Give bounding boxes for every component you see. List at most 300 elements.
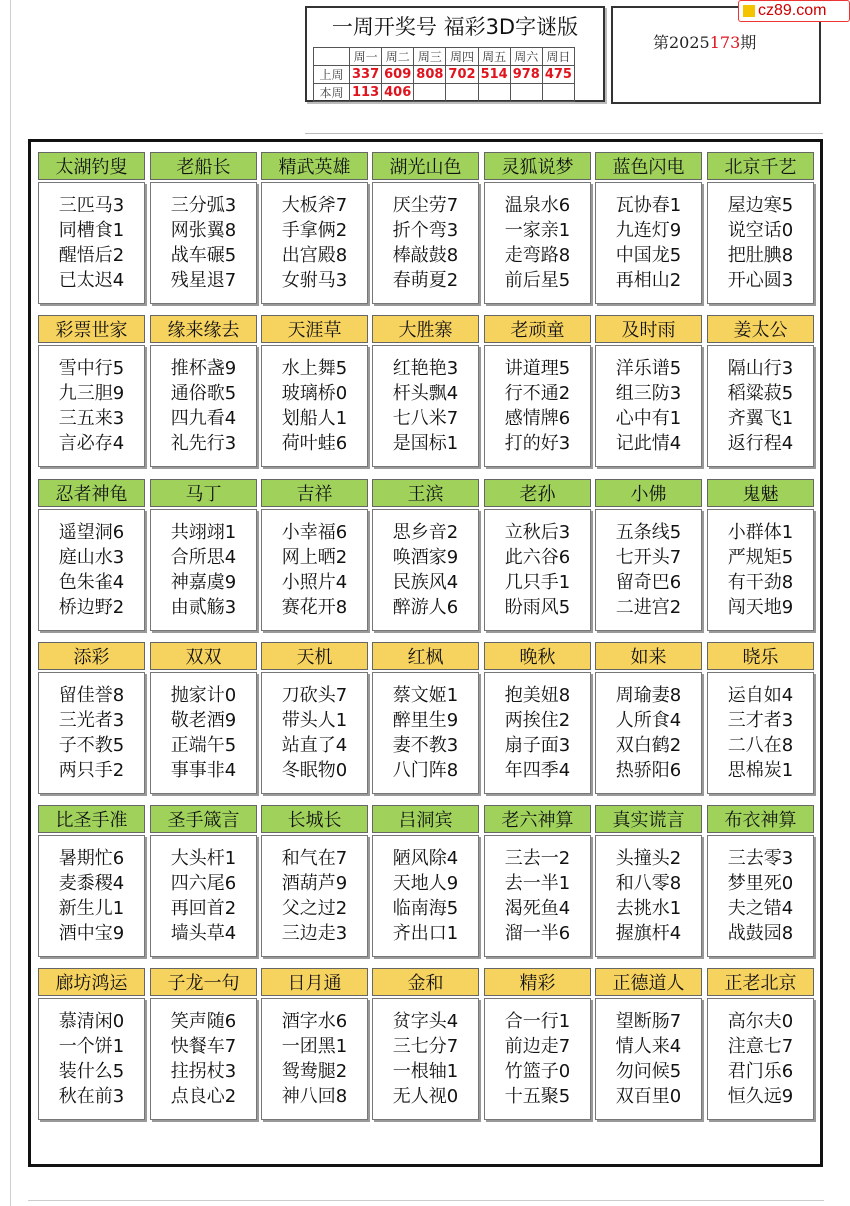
riddle-author-title: 蓝色闪电 bbox=[595, 152, 702, 180]
riddle-lines bbox=[261, 345, 368, 467]
riddle-grid bbox=[28, 139, 823, 1167]
riddle-author-title: 及时雨 bbox=[595, 315, 702, 343]
riddle-line: 和气在7 bbox=[281, 848, 348, 869]
riddle-line: 溜一半6 bbox=[504, 923, 571, 944]
riddle-author-title: 日月通 bbox=[261, 968, 368, 996]
riddle-cell bbox=[150, 152, 257, 302]
divider bbox=[28, 1200, 824, 1201]
riddle-line: 蔡文姬1 bbox=[392, 685, 459, 706]
riddle-line: 恒久远9 bbox=[727, 1086, 794, 1107]
riddle-line: 前后星5 bbox=[504, 270, 571, 291]
riddle-line: 洋乐谱5 bbox=[615, 358, 682, 379]
riddle-line: 大板斧7 bbox=[281, 195, 348, 216]
riddle-line: 妻不教3 bbox=[392, 735, 459, 756]
riddle-lines bbox=[707, 998, 814, 1120]
riddle-line: 由贰觞3 bbox=[170, 597, 237, 618]
riddle-cell bbox=[372, 642, 479, 792]
riddle-line: 双百里0 bbox=[615, 1086, 682, 1107]
riddle-line: 同槽食1 bbox=[58, 220, 125, 241]
riddle-line: 说空话0 bbox=[727, 220, 794, 241]
riddle-line: 温泉水6 bbox=[504, 195, 571, 216]
riddle-cell bbox=[372, 968, 479, 1118]
riddle-cell bbox=[38, 479, 145, 629]
riddle-cell bbox=[595, 642, 702, 792]
riddle-author-title: 天涯草 bbox=[261, 315, 368, 343]
riddle-line: 立秋后3 bbox=[504, 522, 571, 543]
riddle-lines bbox=[707, 345, 814, 467]
riddle-line: 打的好3 bbox=[504, 433, 571, 454]
riddle-author-title: 添彩 bbox=[38, 642, 145, 670]
riddle-cell bbox=[484, 805, 591, 955]
riddle-author-title: 姜太公 bbox=[707, 315, 814, 343]
riddle-line: 三光者3 bbox=[58, 710, 125, 731]
riddle-line: 几只手1 bbox=[504, 572, 571, 593]
riddle-line: 三去一2 bbox=[504, 848, 571, 869]
riddle-line: 有干劲8 bbox=[727, 572, 794, 593]
riddle-line: 中国龙5 bbox=[615, 245, 682, 266]
riddle-cell bbox=[484, 479, 591, 629]
riddle-lines bbox=[38, 345, 145, 467]
riddle-line: 春萌夏2 bbox=[392, 270, 459, 291]
riddle-author-title: 忍者神龟 bbox=[38, 479, 145, 507]
riddle-author-title: 吕洞宾 bbox=[372, 805, 479, 833]
draw-number: 475 bbox=[542, 66, 574, 84]
draw-number bbox=[446, 84, 478, 102]
riddle-line: 竹篮子0 bbox=[504, 1061, 571, 1082]
riddle-author-title: 如来 bbox=[595, 642, 702, 670]
riddle-cell bbox=[261, 152, 368, 302]
riddle-line: 冬眠物0 bbox=[281, 760, 348, 781]
day-label: 周二 bbox=[382, 48, 414, 66]
riddle-cell bbox=[595, 152, 702, 302]
riddle-cell bbox=[707, 152, 814, 302]
riddle-line: 勿问候5 bbox=[615, 1061, 682, 1082]
riddle-cell bbox=[707, 315, 814, 465]
riddle-cell bbox=[38, 968, 145, 1118]
day-label: 周三 bbox=[414, 48, 446, 66]
riddle-author-title: 长城长 bbox=[261, 805, 368, 833]
draw-number bbox=[414, 84, 446, 102]
riddle-lines bbox=[372, 345, 479, 467]
riddle-cell bbox=[372, 152, 479, 302]
riddle-line: 秋在前3 bbox=[58, 1086, 125, 1107]
riddle-line: 梦里死0 bbox=[727, 873, 794, 894]
riddle-author-title: 圣手箴言 bbox=[150, 805, 257, 833]
divider bbox=[305, 133, 823, 134]
table-header-row bbox=[314, 48, 575, 66]
riddle-line: 子不教5 bbox=[58, 735, 125, 756]
day-label: 周日 bbox=[542, 48, 574, 66]
riddle-author-title: 老孙 bbox=[484, 479, 591, 507]
riddle-lines bbox=[707, 672, 814, 794]
riddle-lines bbox=[595, 835, 702, 957]
riddle-line: 屋边寒5 bbox=[727, 195, 794, 216]
riddle-line: 鸳鸯腿2 bbox=[281, 1061, 348, 1082]
riddle-line: 记此情4 bbox=[615, 433, 682, 454]
riddle-line: 慕清闲0 bbox=[58, 1011, 125, 1032]
riddle-line: 荷叶蛙6 bbox=[281, 433, 348, 454]
riddle-line: 再回首2 bbox=[170, 898, 237, 919]
riddle-author-title: 金和 bbox=[372, 968, 479, 996]
riddle-line: 网张翼8 bbox=[170, 220, 237, 241]
riddle-line: 行不通2 bbox=[504, 383, 571, 404]
riddle-author-title: 正老北京 bbox=[707, 968, 814, 996]
riddle-line: 十五聚5 bbox=[504, 1086, 571, 1107]
riddle-cell bbox=[261, 315, 368, 465]
riddle-lines bbox=[261, 672, 368, 794]
riddle-line: 遥望洞6 bbox=[58, 522, 125, 543]
riddle-line: 三分弧3 bbox=[170, 195, 237, 216]
riddle-line: 站直了4 bbox=[281, 735, 348, 756]
riddle-lines bbox=[372, 672, 479, 794]
riddle-line: 墙头草4 bbox=[170, 923, 237, 944]
riddle-line: 再相山2 bbox=[615, 270, 682, 291]
riddle-line: 麦黍稷4 bbox=[58, 873, 125, 894]
riddle-author-title: 比圣手准 bbox=[38, 805, 145, 833]
riddle-line: 色朱雀4 bbox=[58, 572, 125, 593]
riddle-line: 二进宫2 bbox=[615, 597, 682, 618]
riddle-cell bbox=[484, 152, 591, 302]
riddle-line: 唤酒家9 bbox=[392, 547, 459, 568]
row-label: 本周 bbox=[314, 84, 350, 102]
draw-number: 978 bbox=[510, 66, 542, 84]
riddle-line: 思乡音2 bbox=[392, 522, 459, 543]
issue-value: 173 bbox=[709, 33, 741, 52]
riddle-line: 已太迟4 bbox=[58, 270, 125, 291]
riddle-cell bbox=[372, 315, 479, 465]
riddle-author-title: 红枫 bbox=[372, 642, 479, 670]
riddle-cell bbox=[38, 152, 145, 302]
riddle-cell bbox=[261, 479, 368, 629]
riddle-cell bbox=[484, 315, 591, 465]
riddle-line: 把肚腆8 bbox=[727, 245, 794, 266]
riddle-line: 棒敲鼓8 bbox=[392, 245, 459, 266]
riddle-line: 红艳艳3 bbox=[392, 358, 459, 379]
riddle-lines bbox=[484, 182, 591, 304]
riddle-line: 返行程4 bbox=[727, 433, 794, 454]
riddle-author-title: 精武英雄 bbox=[261, 152, 368, 180]
riddle-lines bbox=[484, 672, 591, 794]
riddle-line: 周瑜妻8 bbox=[615, 685, 682, 706]
riddle-line: 三边走3 bbox=[281, 923, 348, 944]
riddle-author-title: 真实谎言 bbox=[595, 805, 702, 833]
riddle-line: 厌尘劳7 bbox=[392, 195, 459, 216]
riddle-line: 四九看4 bbox=[170, 408, 237, 429]
riddle-author-title: 双双 bbox=[150, 642, 257, 670]
issue-prefix: 第2025 bbox=[653, 33, 710, 52]
riddle-line: 女驸马3 bbox=[281, 270, 348, 291]
riddle-cell bbox=[150, 968, 257, 1118]
riddle-line: 新生儿1 bbox=[58, 898, 125, 919]
riddle-cell bbox=[261, 968, 368, 1118]
draw-results-header bbox=[305, 6, 605, 102]
riddle-line: 一家亲1 bbox=[504, 220, 571, 241]
riddle-author-title: 缘来缘去 bbox=[150, 315, 257, 343]
riddle-line: 三匹马3 bbox=[58, 195, 125, 216]
riddle-line: 出宫殿8 bbox=[281, 245, 348, 266]
draw-number: 609 bbox=[382, 66, 414, 84]
riddle-line: 五条线5 bbox=[615, 522, 682, 543]
riddle-author-title: 王滨 bbox=[372, 479, 479, 507]
riddle-line: 神八回8 bbox=[281, 1086, 348, 1107]
riddle-cell bbox=[484, 968, 591, 1118]
riddle-lines bbox=[150, 509, 257, 631]
riddle-line: 拄拐杖3 bbox=[170, 1061, 237, 1082]
riddle-line: 盼雨风5 bbox=[504, 597, 571, 618]
riddle-line: 握旗杆4 bbox=[615, 923, 682, 944]
riddle-line: 四六尾6 bbox=[170, 873, 237, 894]
riddle-line: 小幸福6 bbox=[281, 522, 348, 543]
draw-number: 514 bbox=[478, 66, 510, 84]
riddle-author-title: 布衣神算 bbox=[707, 805, 814, 833]
riddle-line: 七开头7 bbox=[615, 547, 682, 568]
riddle-line: 人所食4 bbox=[615, 710, 682, 731]
riddle-author-title: 晓乐 bbox=[707, 642, 814, 670]
riddle-author-title: 马丁 bbox=[150, 479, 257, 507]
riddle-cell bbox=[150, 479, 257, 629]
riddle-lines bbox=[707, 835, 814, 957]
riddle-cell bbox=[150, 805, 257, 955]
riddle-line: 稻粱菽5 bbox=[727, 383, 794, 404]
riddle-lines bbox=[595, 672, 702, 794]
riddle-line: 年四季4 bbox=[504, 760, 571, 781]
riddle-line: 望断肠7 bbox=[615, 1011, 682, 1032]
riddle-lines bbox=[150, 345, 257, 467]
riddle-cell bbox=[261, 805, 368, 955]
riddle-line: 礼先行3 bbox=[170, 433, 237, 454]
riddle-line: 瓦协春1 bbox=[615, 195, 682, 216]
riddle-line: 注意七7 bbox=[727, 1036, 794, 1057]
riddle-author-title: 天机 bbox=[261, 642, 368, 670]
riddle-line: 八门阵8 bbox=[392, 760, 459, 781]
table-row bbox=[314, 66, 575, 84]
draw-number bbox=[542, 84, 574, 102]
riddle-lines bbox=[484, 835, 591, 957]
riddle-line: 无人视0 bbox=[392, 1086, 459, 1107]
riddle-line: 严规矩5 bbox=[727, 547, 794, 568]
riddle-lines bbox=[595, 998, 702, 1120]
riddle-line: 三五来3 bbox=[58, 408, 125, 429]
riddle-cell bbox=[372, 479, 479, 629]
riddle-line: 夫之错4 bbox=[727, 898, 794, 919]
riddle-lines bbox=[707, 182, 814, 304]
riddle-line: 心中有1 bbox=[615, 408, 682, 429]
riddle-cell bbox=[372, 805, 479, 955]
day-label: 周一 bbox=[350, 48, 382, 66]
riddle-line: 三才者3 bbox=[727, 710, 794, 731]
issue-suffix: 期 bbox=[740, 33, 757, 52]
riddle-line: 七八米7 bbox=[392, 408, 459, 429]
riddle-author-title: 小佛 bbox=[595, 479, 702, 507]
riddle-line: 酒葫芦9 bbox=[281, 873, 348, 894]
riddle-line: 带头人1 bbox=[281, 710, 348, 731]
riddle-lines bbox=[38, 672, 145, 794]
riddle-line: 合所思4 bbox=[170, 547, 237, 568]
riddle-author-title: 北京千艺 bbox=[707, 152, 814, 180]
riddle-lines bbox=[38, 835, 145, 957]
riddle-author-title: 正德道人 bbox=[595, 968, 702, 996]
riddle-cell bbox=[38, 805, 145, 955]
riddle-lines bbox=[261, 998, 368, 1120]
riddle-line: 运自如4 bbox=[727, 685, 794, 706]
riddle-author-title: 彩票世家 bbox=[38, 315, 145, 343]
logo-icon bbox=[743, 5, 755, 17]
riddle-line: 玻璃桥0 bbox=[281, 383, 348, 404]
riddle-line: 大头杆1 bbox=[170, 848, 237, 869]
riddle-author-title: 廊坊鸿运 bbox=[38, 968, 145, 996]
riddle-author-title: 鬼魅 bbox=[707, 479, 814, 507]
riddle-line: 醉里生9 bbox=[392, 710, 459, 731]
table-corner bbox=[314, 48, 350, 66]
riddle-line: 留奇巴6 bbox=[615, 572, 682, 593]
riddle-line: 情人来4 bbox=[615, 1036, 682, 1057]
riddle-line: 战鼓园8 bbox=[727, 923, 794, 944]
page-title: 一周开奖号 福彩3D字谜版 bbox=[331, 15, 579, 39]
site-watermark[interactable] bbox=[738, 0, 850, 22]
riddle-line: 手拿俩2 bbox=[281, 220, 348, 241]
riddle-line: 一根轴1 bbox=[392, 1061, 459, 1082]
riddle-line: 扇子面3 bbox=[504, 735, 571, 756]
riddle-author-title: 大胜寨 bbox=[372, 315, 479, 343]
riddle-line: 网上晒2 bbox=[281, 547, 348, 568]
riddle-line: 共翊翊1 bbox=[170, 522, 237, 543]
riddle-line: 小照片4 bbox=[281, 572, 348, 593]
riddle-line: 去一半1 bbox=[504, 873, 571, 894]
riddle-cell bbox=[595, 805, 702, 955]
riddle-line: 暑期忙6 bbox=[58, 848, 125, 869]
riddle-line: 合一行1 bbox=[504, 1011, 571, 1032]
riddle-lines bbox=[261, 182, 368, 304]
riddle-line: 九三胆9 bbox=[58, 383, 125, 404]
riddle-lines bbox=[707, 509, 814, 631]
row-label: 上周 bbox=[314, 66, 350, 84]
draw-number: 406 bbox=[382, 84, 414, 102]
draw-number: 113 bbox=[350, 84, 382, 102]
riddle-line: 刀砍头7 bbox=[281, 685, 348, 706]
riddle-line: 齐翼飞1 bbox=[727, 408, 794, 429]
riddle-line: 划船人1 bbox=[281, 408, 348, 429]
riddle-lines bbox=[595, 509, 702, 631]
table-row bbox=[314, 84, 575, 102]
riddle-line: 酒中宝9 bbox=[58, 923, 125, 944]
weekly-draw-table bbox=[313, 47, 575, 102]
riddle-cell bbox=[595, 315, 702, 465]
riddle-line: 小群体1 bbox=[727, 522, 794, 543]
riddle-line: 感情牌6 bbox=[504, 408, 571, 429]
riddle-lines bbox=[595, 182, 702, 304]
riddle-line: 三去零3 bbox=[727, 848, 794, 869]
riddle-line: 抛家计0 bbox=[170, 685, 237, 706]
riddle-line: 事事非4 bbox=[170, 760, 237, 781]
day-label: 周五 bbox=[478, 48, 510, 66]
riddle-line: 雪中行5 bbox=[58, 358, 125, 379]
riddle-author-title: 灵狐说梦 bbox=[484, 152, 591, 180]
riddle-line: 水上舞5 bbox=[281, 358, 348, 379]
riddle-author-title: 晚秋 bbox=[484, 642, 591, 670]
riddle-author-title: 老六神算 bbox=[484, 805, 591, 833]
riddle-line: 一个饼1 bbox=[58, 1036, 125, 1057]
riddle-line: 组三防3 bbox=[615, 383, 682, 404]
left-rule bbox=[10, 0, 11, 1206]
riddle-line: 前边走7 bbox=[504, 1036, 571, 1057]
riddle-cell bbox=[484, 642, 591, 792]
riddle-lines bbox=[372, 182, 479, 304]
riddle-lines bbox=[261, 835, 368, 957]
riddle-author-title: 湖光山色 bbox=[372, 152, 479, 180]
riddle-line: 装什么5 bbox=[58, 1061, 125, 1082]
riddle-line: 醒悟后2 bbox=[58, 245, 125, 266]
riddle-author-title: 太湖钓叟 bbox=[38, 152, 145, 180]
riddle-lines bbox=[484, 998, 591, 1120]
riddle-line: 双白鹤2 bbox=[615, 735, 682, 756]
riddle-line: 此六谷6 bbox=[504, 547, 571, 568]
riddle-line: 民族风4 bbox=[392, 572, 459, 593]
riddle-line: 开心圆3 bbox=[727, 270, 794, 291]
riddle-line: 两只手2 bbox=[58, 760, 125, 781]
riddle-line: 残星退7 bbox=[170, 270, 237, 291]
riddle-line: 快餐车7 bbox=[170, 1036, 237, 1057]
riddle-line: 醉游人6 bbox=[392, 597, 459, 618]
issue-number bbox=[653, 30, 756, 53]
riddle-cell bbox=[150, 642, 257, 792]
riddle-line: 三七分7 bbox=[392, 1036, 459, 1057]
riddle-line: 高尔夫0 bbox=[727, 1011, 794, 1032]
riddle-line: 闯天地9 bbox=[727, 597, 794, 618]
riddle-line: 敬老酒9 bbox=[170, 710, 237, 731]
draw-number: 337 bbox=[350, 66, 382, 84]
riddle-lines bbox=[150, 182, 257, 304]
draw-number: 702 bbox=[446, 66, 478, 84]
riddle-cell bbox=[261, 642, 368, 792]
riddle-lines bbox=[484, 345, 591, 467]
riddle-line: 神嘉虞9 bbox=[170, 572, 237, 593]
riddle-line: 通俗歌5 bbox=[170, 383, 237, 404]
riddle-cell bbox=[595, 479, 702, 629]
riddle-line: 正端午5 bbox=[170, 735, 237, 756]
riddle-author-title: 老船长 bbox=[150, 152, 257, 180]
riddle-line: 推杯盏9 bbox=[170, 358, 237, 379]
riddle-line: 父之过2 bbox=[281, 898, 348, 919]
day-label: 周四 bbox=[446, 48, 478, 66]
riddle-line: 天地人9 bbox=[392, 873, 459, 894]
riddle-lines bbox=[261, 509, 368, 631]
draw-number: 808 bbox=[414, 66, 446, 84]
riddle-line: 留佳誉8 bbox=[58, 685, 125, 706]
riddle-line: 陋风除4 bbox=[392, 848, 459, 869]
riddle-line: 思棉炭1 bbox=[727, 760, 794, 781]
watermark-text: cz89.com bbox=[758, 2, 827, 19]
riddle-line: 九连灯9 bbox=[615, 220, 682, 241]
riddle-line: 庭山水3 bbox=[58, 547, 125, 568]
day-label: 周六 bbox=[510, 48, 542, 66]
riddle-lines bbox=[38, 509, 145, 631]
riddle-lines bbox=[38, 998, 145, 1120]
riddle-line: 杆头飘4 bbox=[392, 383, 459, 404]
riddle-cell bbox=[150, 315, 257, 465]
draw-number bbox=[510, 84, 542, 102]
riddle-lines bbox=[150, 998, 257, 1120]
riddle-line: 君门乐6 bbox=[727, 1061, 794, 1082]
riddle-line: 两挨住2 bbox=[504, 710, 571, 731]
riddle-line: 抱美妞8 bbox=[504, 685, 571, 706]
riddle-cell bbox=[707, 479, 814, 629]
riddle-author-title: 子龙一句 bbox=[150, 968, 257, 996]
riddle-lines bbox=[372, 998, 479, 1120]
riddle-line: 战车碾5 bbox=[170, 245, 237, 266]
riddle-cell bbox=[38, 315, 145, 465]
riddle-cell bbox=[707, 642, 814, 792]
riddle-lines bbox=[150, 835, 257, 957]
